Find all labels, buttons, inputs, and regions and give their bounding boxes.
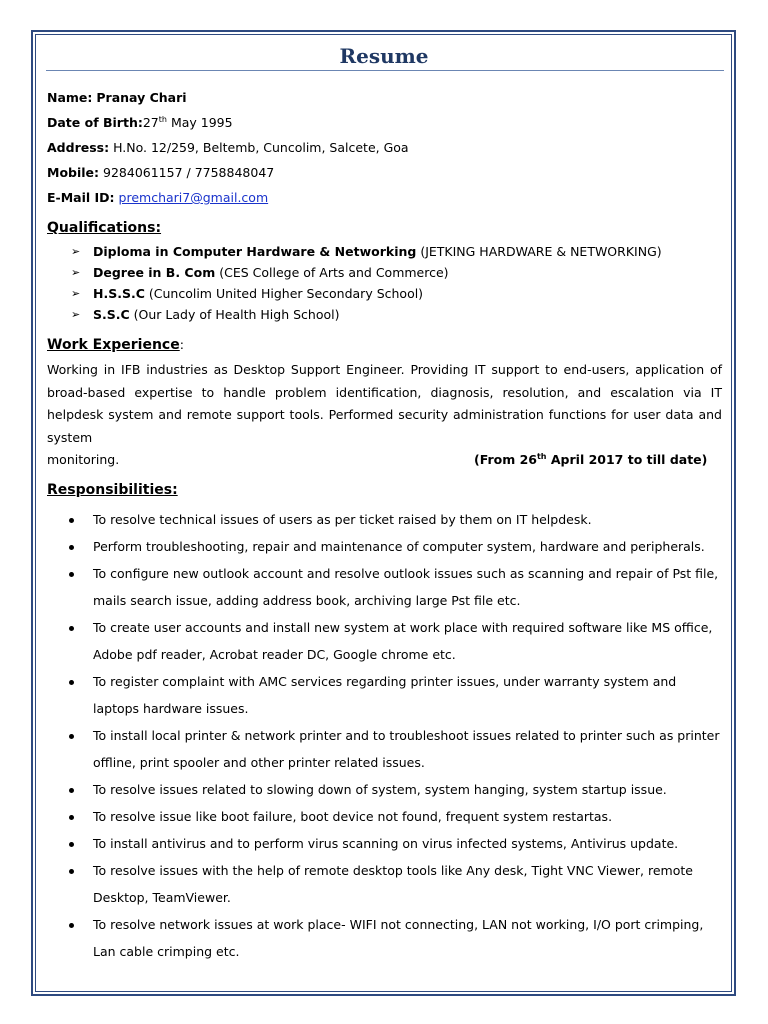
responsibility-item <box>47 776 722 803</box>
responsibility-text: To resolve network issues at work place- WIFI not connecting, LAN not working, I/O port crimping, Lan cable crimping etc. <box>93 917 704 959</box>
qualification-item <box>71 284 722 305</box>
bullet-icon <box>69 545 74 550</box>
dob-day: 27 <box>142 115 159 130</box>
work-experience-paragraph: Working in IFB industries as Desktop Support Engineer. Providing IT support to end-users, application of broad-based expertise to handle problem identification, diagnosis, resolution, and escalation via IT helpdesk system and remote support tools. Performed security administration functions for user data and system <box>47 362 722 445</box>
qualification-title: H.S.S.C <box>93 286 145 301</box>
responsibility-item <box>47 614 722 668</box>
responsibility-item <box>47 722 722 776</box>
qualification-institution: (JETKING HARDWARE & NETWORKING) <box>420 244 662 259</box>
qualification-item <box>71 305 722 326</box>
qualification-title: Diploma in Computer Hardware & Networking <box>93 244 417 259</box>
qualifications-heading-row <box>47 216 722 240</box>
bullet-icon <box>69 518 74 523</box>
email-row <box>47 187 722 212</box>
qualification-institution: (Cuncolim United Higher Secondary School) <box>148 286 424 301</box>
responsibility-text: To configure new outlook account and resolve outlook issues such as scanning and repair of Pst file, mails search issue, adding address book, archiving large Pst file etc. <box>93 566 719 608</box>
arrow-bullet-icon: ➢ <box>71 245 81 258</box>
responsibility-item <box>47 668 722 722</box>
responsibility-item <box>47 830 722 857</box>
address-row <box>47 137 722 162</box>
date-suffix: th <box>536 451 547 461</box>
email-label: E-Mail ID: <box>47 190 115 205</box>
responsibility-item <box>47 857 722 911</box>
dob-suffix: th <box>158 114 167 124</box>
paragraph-tail-text: monitoring. <box>47 452 120 467</box>
address-value: H.No. 12/259, Beltemb, Cuncolim, Salcete, Goa <box>113 140 409 155</box>
responsibility-text: To create user accounts and install new system at work place with required software like MS office, Adobe pdf reader, Acrobat reader DC, Google chrome etc. <box>93 620 713 662</box>
bullet-icon <box>69 788 74 793</box>
qualification-institution: (Our Lady of Health High School) <box>133 307 340 322</box>
name-label: Name: <box>47 90 93 105</box>
date-rest: April 2017 to till date) <box>550 452 708 467</box>
mobile-label: Mobile: <box>47 165 100 180</box>
responsibility-text: To resolve issues with the help of remote desktop tools like Any desk, Tight VNC Viewer, remote Desktop, TeamViewer. <box>93 863 693 905</box>
qualifications-list <box>47 242 722 326</box>
arrow-bullet-icon: ➢ <box>71 266 81 279</box>
work-experience-heading: Work Experience <box>47 337 180 353</box>
qualification-institution: (CES College of Arts and Commerce) <box>219 265 449 280</box>
date-prefix: (From 26 <box>474 452 537 467</box>
qualification-title: Degree in B. Com <box>93 265 216 280</box>
dob-label: Date of Birth: <box>47 115 143 130</box>
qualification-item <box>71 242 722 263</box>
responsibility-item <box>47 911 722 965</box>
responsibility-text: To register complaint with AMC services regarding printer issues, under warranty system and laptops hardware issues. <box>93 674 677 716</box>
mobile-row <box>47 162 722 187</box>
arrow-bullet-icon: ➢ <box>71 287 81 300</box>
dob-row <box>47 112 722 137</box>
responsibility-text: To resolve technical issues of users as per ticket raised by them on IT helpdesk. <box>93 512 592 527</box>
arrow-bullet-icon: ➢ <box>71 308 81 321</box>
bullet-icon <box>69 626 74 631</box>
bullet-icon <box>69 842 74 847</box>
responsibility-text: To install antivirus and to perform virus scanning on virus infected systems, Antivirus update. <box>93 836 679 851</box>
bullet-icon <box>69 734 74 739</box>
work-experience-tail <box>47 449 722 471</box>
address-label: Address: <box>47 140 110 155</box>
responsibility-item <box>47 506 722 533</box>
responsibility-item <box>47 533 722 560</box>
name-row <box>47 87 722 112</box>
work-experience-heading-row <box>47 333 722 357</box>
responsibility-text: Perform troubleshooting, repair and maintenance of computer system, hardware and peripherals. <box>93 539 705 554</box>
qualification-item <box>71 263 722 284</box>
title-underline <box>46 70 724 71</box>
employment-date-range <box>474 449 707 471</box>
qualifications-heading: Qualifications: <box>47 220 162 236</box>
qualification-title: S.S.C <box>93 307 130 322</box>
responsibility-item <box>47 560 722 614</box>
bullet-icon <box>69 815 74 820</box>
resume-body <box>47 87 722 965</box>
email-link[interactable]: premchari7@gmail.com <box>118 190 269 205</box>
dob-rest: May 1995 <box>170 115 233 130</box>
bullet-icon <box>69 923 74 928</box>
responsibility-text: To resolve issues related to slowing down of system, system hanging, system startup issue. <box>93 782 667 797</box>
responsibilities-list <box>47 506 722 965</box>
bullet-icon <box>69 680 74 685</box>
responsibility-text: To install local printer & network printer and to troubleshoot issues related to printer such as printer offline, print spooler and other printer related issues. <box>93 728 720 770</box>
bullet-icon <box>69 572 74 577</box>
bullet-icon <box>69 869 74 874</box>
name-value: Pranay Chari <box>96 90 187 105</box>
responsibility-text: To resolve issue like boot failure, boot device not found, frequent system restartas. <box>93 809 613 824</box>
resume-title: Resume <box>339 44 429 68</box>
responsibilities-heading-row <box>47 478 722 502</box>
work-heading-colon: : <box>179 337 184 352</box>
mobile-value: 9284061157 / 7758848047 <box>103 165 275 180</box>
responsibilities-heading: Responsibilities: <box>47 482 178 498</box>
responsibility-item <box>47 803 722 830</box>
